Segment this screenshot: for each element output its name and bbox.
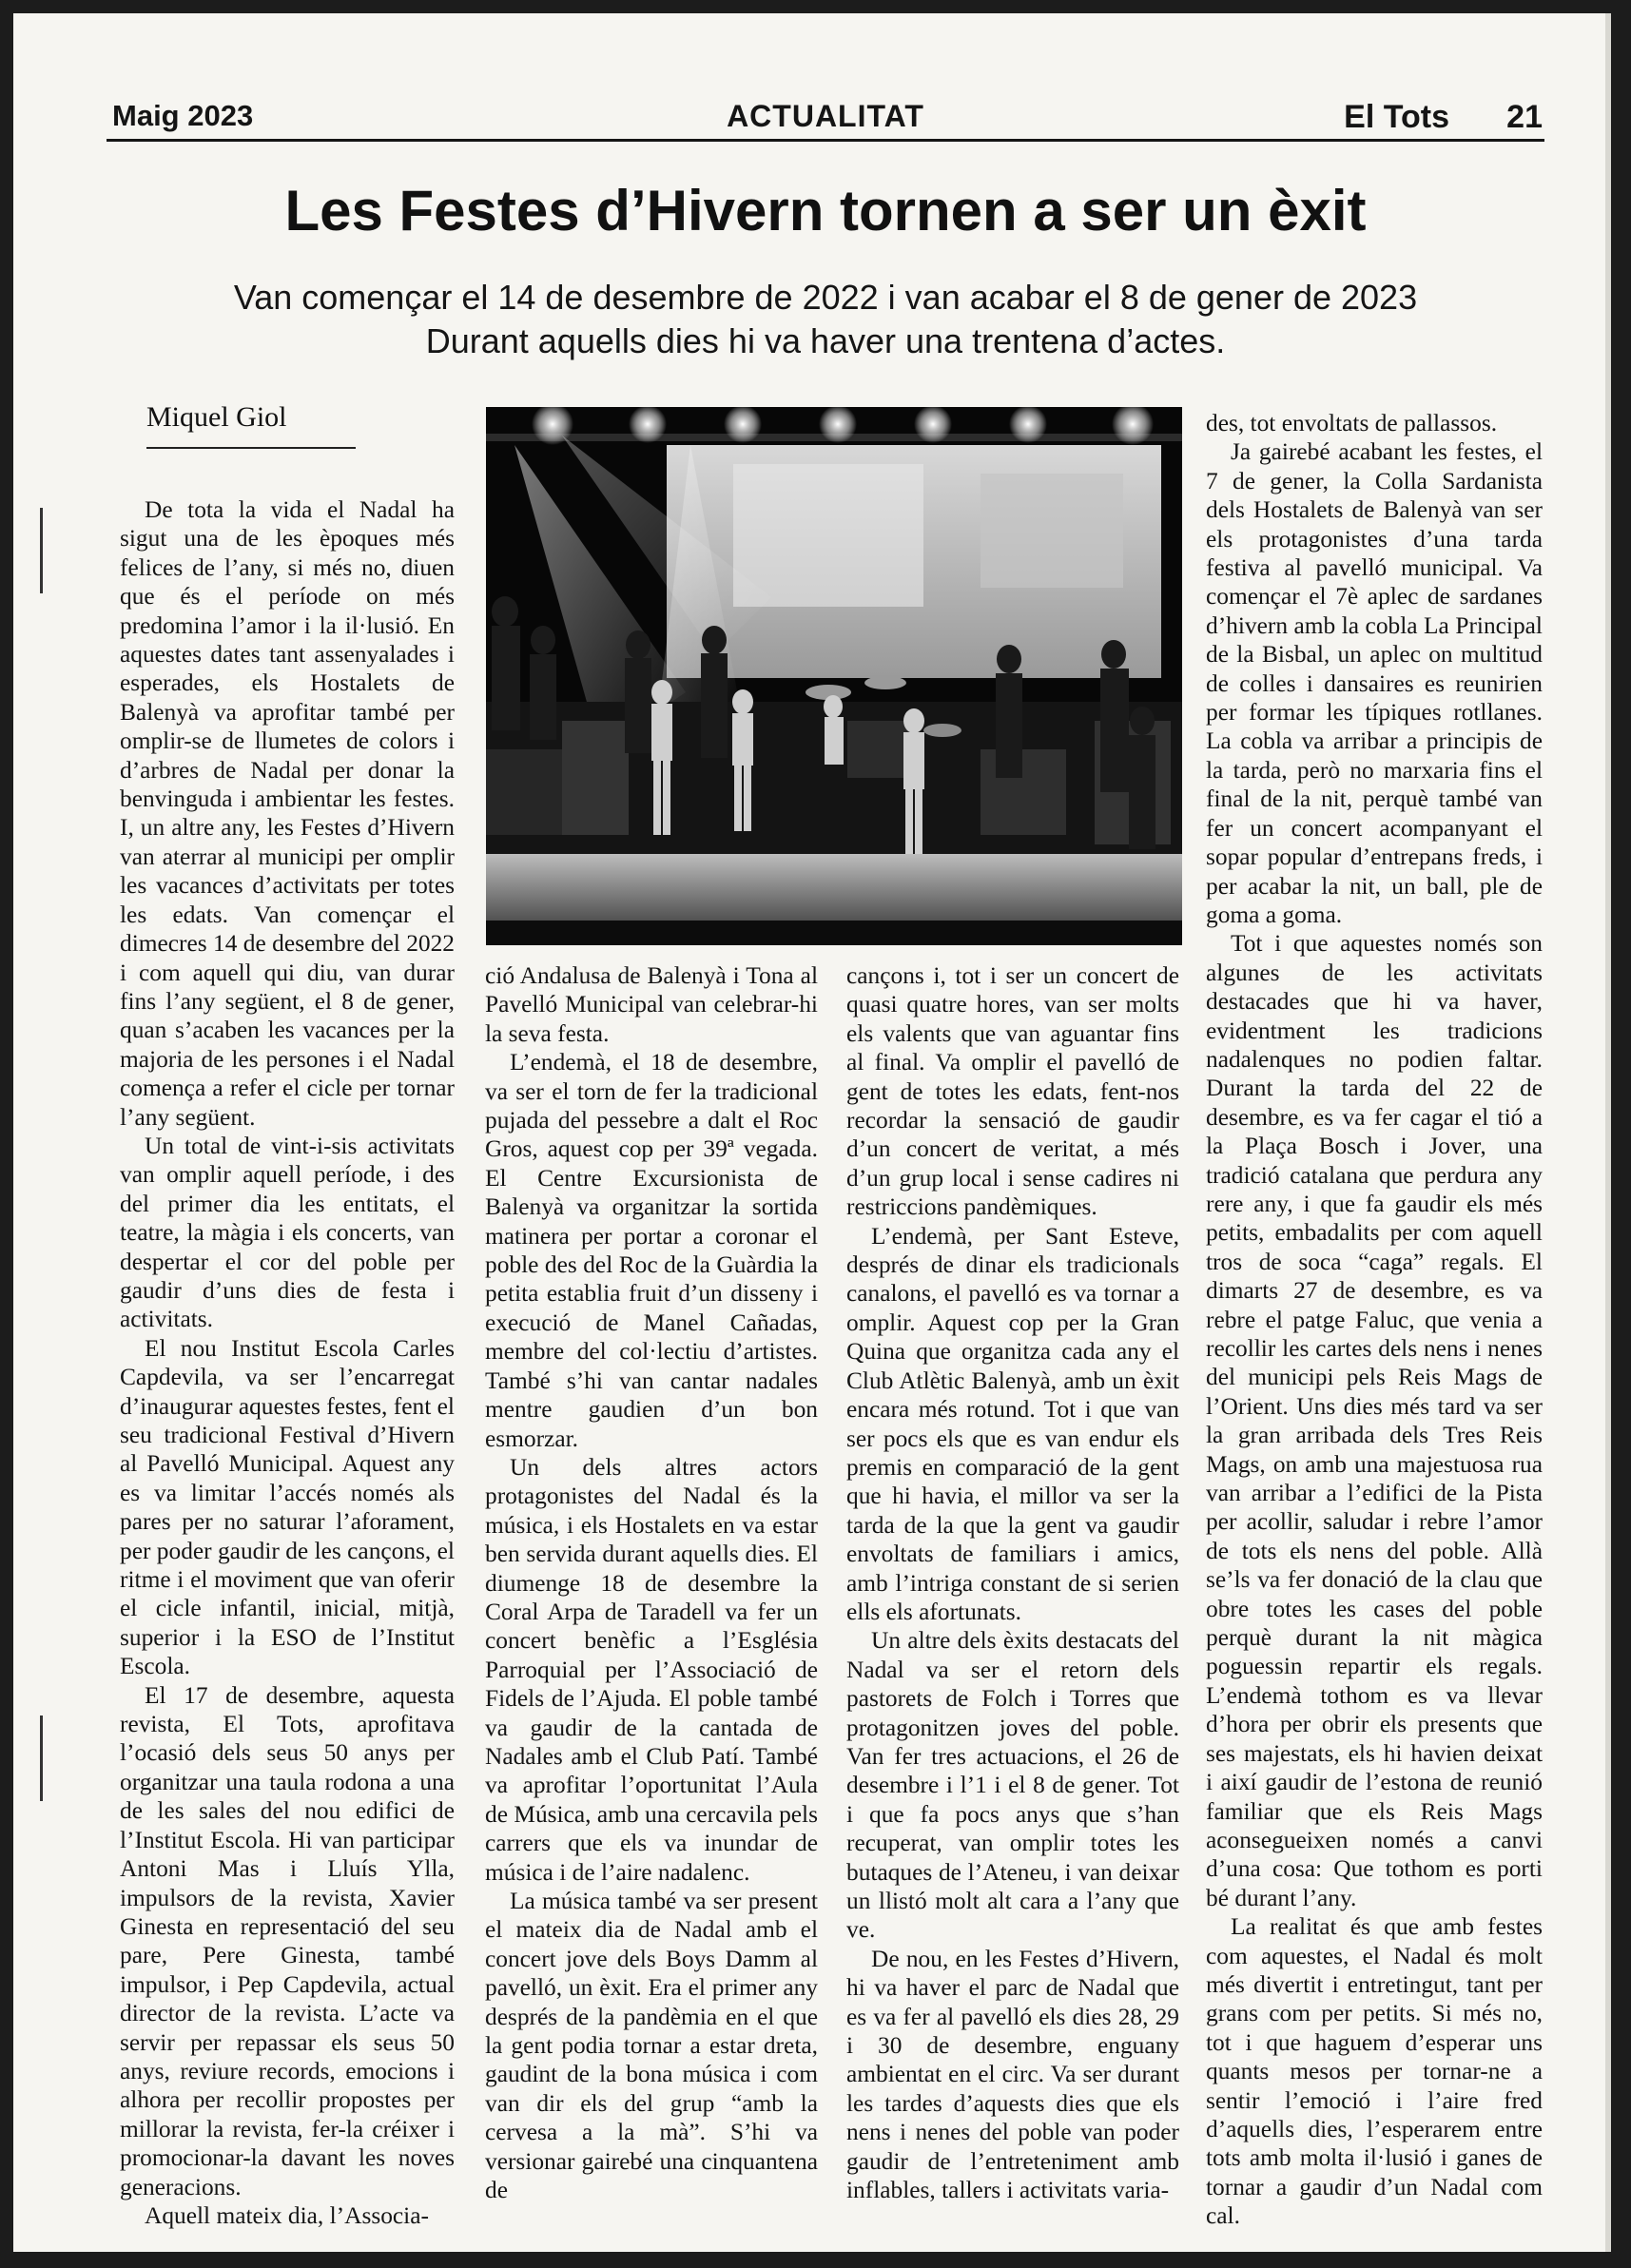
text-column-3 <box>846 961 1179 2204</box>
paragraph: Un dels altres actors protagonistes del Nadal és la música, i els Hostalets en va estar ben servida durant aquells dies. El diumenge 18 de desembre la Coral Arpa de Taradell va fer un concert benèfic a l’Església Parroquial per l’Associació de Fidels de l’Ajuda. El poble també va gaudir de la cantada de Nadales amb el Club Patí. També va aprofitar l’oportunitat l’Aula de Música, amb una cercavila pels carrers que els va inundar de música i de l’aire nadalenc. <box>485 1453 818 1886</box>
issue-date: Maig 2023 <box>112 99 254 132</box>
paragraph: Ja gairebé acabant les festes, el 7 de gener, la Colla Sardanista dels Hostalets de Balenyà van ser els protagonistes d’una tarda festiva al pavelló municipal. Va començar el 7è aplec de sardanes d’hivern amb la cobla La Principal de la Bisbal, un aplec on multitud de colles i dansaires es reunirien per formar les típiques rotllanes. La cobla va arribar a principis de la tarda, però no marxaria fins el final de la nit, perquè també van fer un concert acompanyant el sopar popular d’entrepans freds, i per acabar la nit, un ball, ple de goma a goma. <box>1206 438 1543 928</box>
paragraph: La música també va ser present el mateix dia de Nadal amb el concert jove dels Boys Damm al pavelló, un èxit. Era el primer any després de la pandèmia en el que la gent podia tornar a estar dreta, gaudint de la bona música i com van dir els del grup “amb la cervesa a la mà”. S’hi va versionar gairebé una cinquantena de <box>485 1888 818 2204</box>
paragraph: cançons i, tot i ser un concert de quasi quatre hores, van ser molts els valents que van aguantar fins al final. Va omplir el pavelló de gent de totes les edats, fent-nos recordar la sensació de gaudir d’un concert de veritat, a més d’un grup local i sense cadires ni restriccions pandèmiques. <box>846 962 1179 1221</box>
paragraph: L’endemà, el 18 de desembre, va ser el torn de fer la tradicional pujada del pessebre a dalt el Roc Gros, aquest cop per 39ª vegada. El Centre Excursionista de Balenyà va organitzar la sortida matinera per portar a coronar el poble des del Roc de la Guàrdia la petita establia fruit d’un disseny i execució de Manel Cañadas, membre del col·lectiu d’artistes. També s’hi van cantar nadales mentre gaudien d’un bon esmorzar. <box>485 1049 818 1452</box>
subtitle-line: Van començar el 14 de desembre de 2022 i van acabar el 8 de gener de 2023 <box>233 278 1418 317</box>
paragraph: Tot i que aquestes només son algunes de les activitats destacades que hi va haver, evidentment les tradicions nadalenques no podien faltar. Durant la tarda del 22 de desembre, es va fer cagar el tió a la Plaça Bosch i Jover, una tradició catalana que perdura any rere any, i que fa gaudir els més petits, embadalits per com aquell tros de soca “caga” regals. El dimarts 27 de desembre, es va rebre el patge Faluc, que venia a recollir les cartes dels nens i nenes del municipi pels Reis Mags de l’Orient. Uns dies més tard va ser la gran arribada dels Tres Reis Mags, on amb una majestuosa rua van arribar a l’edifici de la Pista per acollir, saludar i rebre l’amor de tots els nens del poble. Allà se’ls va fer donació de la clau que obre totes les cases del poble perquè durant la nit màgica poguessin repartir els regals. L’endemà tothom es va llevar d’hora per obrir els presents que ses majestats, els hi havien deixat i així gaudir de l’estona de reunió familiar que els Reis Mags aconsegueixen només a canvi d’una cosa: Que tothom es porti bé durant l’any. <box>1206 930 1543 1911</box>
paragraph: De tota la vida el Nadal ha sigut una de les èpoques més felices de l’any, si més no, diuen que és el període on més predomina l’amor i la il·lusió. En aquestes dates tant assenyalades i esperades, els Hostalets de Balenyà va aprofitar també per omplir-se de llumetes de colors i d’arbres de Nadal per donar la benvinguda i ambientar les festes. I, un altre any, les Festes d’Hivern van aterrar al municipi per omplir les vacances d’activitats per totes les edats. Van començar el dimecres 14 de desembre del 2022 i com aquell qui diu, van durar fins l’any següent, el 8 de gener, quan s’acaben les vacances per la majoria de les persones i el Nadal comença a refer el cicle per tornar l’any següent. <box>120 496 455 1131</box>
margin-mark <box>40 1716 43 1801</box>
page-number: 21 <box>1506 99 1543 135</box>
text-column-2 <box>485 961 818 2204</box>
paragraph: ció Andalusa de Balenyà i Tona al Pavelló Municipal van celebrar-hi la seva festa. <box>485 962 818 1047</box>
paragraph: Aquell mateix dia, l’Associa- <box>145 2201 429 2229</box>
text-column-4 <box>1206 409 1543 2231</box>
margin-mark <box>40 508 43 593</box>
concert-stage-photo <box>486 407 1182 945</box>
section-label: ACTUALITAT <box>727 99 924 133</box>
paragraph: De nou, en les Festes d’Hivern, hi va haver el parc de Nadal que es va fer al pavelló els dies 28, 29 i 30 de desembre, enguany ambientat en el circ. Va ser durant les tardes d’aquests dies que els nens i nenes del poble van poder gaudir de l’entreteniment amb inflables, tallers i activitats varia- <box>846 1945 1179 2204</box>
paragraph: Un total de vint-i-sis activitats van omplir aquell període, i des del primer dia les entitats, el teatre, la màgia i els concerts, van despertar el cor del poble per gaudir d’uns dies de festa i activitats. <box>120 1132 455 1333</box>
article-subtitle <box>107 276 1544 363</box>
page-header <box>107 87 1544 145</box>
paragraph: El 17 de desembre, aquesta revista, El Tots, aprofitava l’ocasió dels seus 50 anys per organitzar una taula rodona a una de les sales del nou edifici de l’Institut Escola. Hi van participar Antoni Mas i Lluís Ylla, impulsors de la revista, Xavier Ginesta en representació del seu pare, Pere Ginesta, també impulsor, i Pep Capdevila, actual director de la revista. L’acte va servir per repassar els seus 50 anys, reviure records, emocions i alhora per recollir propostes per millorar la revista, fer-la créixer i promocionar-la davant les noves generacions. <box>120 1681 455 2200</box>
author-rule <box>146 447 356 449</box>
article-title: Les Festes d’Hivern tornen a ser un èxit <box>284 179 1367 242</box>
paragraph: L’endemà, per Sant Esteve, després de dinar els tradicionals canalons, el pavelló es va tornar a omplir. Aquest cop per la Gran Quina que organitza cada any el Club Atlètic Balenyà, amb un èxit encara més rotund. Tot i que van ser pocs els que es van endur els premis en comparació de la gent que hi havia, el millor va ser la tarda de la que la gent va gaudir envoltats de familiars i amics, amb l’intriga constant de si serien ells els afortunats. <box>846 1222 1179 1625</box>
paragraph: Un altre dels èxits destacats del Nadal va ser el retorn dels pastorets de Folch i Torres que protagonitzen joves del poble. Van fer tres actuacions, el 26 de desembre i l’1 i el 8 de gener. Tot i que fa pocs anys que s’han recuperat, van omplir totes les butaques de l’Ateneu, i van deixar un llistó molt alt cara a l’any que ve. <box>846 1627 1179 1944</box>
header-rule <box>107 139 1544 142</box>
newspaper-page <box>13 13 1611 2252</box>
paragraph: La realitat és que amb festes com aquestes, el Nadal és molt més divertit i entretingut, tant per grans com per petits. Si més no, tot i que haguem d’esperar uns quants mesos per tornar-ne a sentir l’emoció i l’aire fred d’aquells dies, l’esperarem entre tots amb molta il·lusió i ganes de tornar a gaudir d’un Nadal com cal. <box>1206 1913 1543 2230</box>
concert-photo-image <box>486 407 1182 945</box>
paragraph: El nou Institut Escola Carles Capdevila, va ser l’encarregat d’inaugurar aquestes festes, fent el seu tradicional Festival d’Hivern al Pavelló Municipal. Aquest any es va limitar l’accés només als pares per no saturar l’aforament, per poder gaudir de les cançons, el ritme i el moviment que van oferir el cicle infantil, inicial, mitjà, superior i la ESO de l’Institut Escola. <box>120 1334 455 1680</box>
article-author: Miquel Giol <box>146 401 287 433</box>
text-column-1 <box>120 495 455 2230</box>
paragraph: des, tot envoltats de pallassos. <box>1206 410 1498 436</box>
publication-name: El Tots <box>1344 99 1449 135</box>
subtitle-line: Durant aquells dies hi va haver una trentena d’actes. <box>425 321 1226 360</box>
